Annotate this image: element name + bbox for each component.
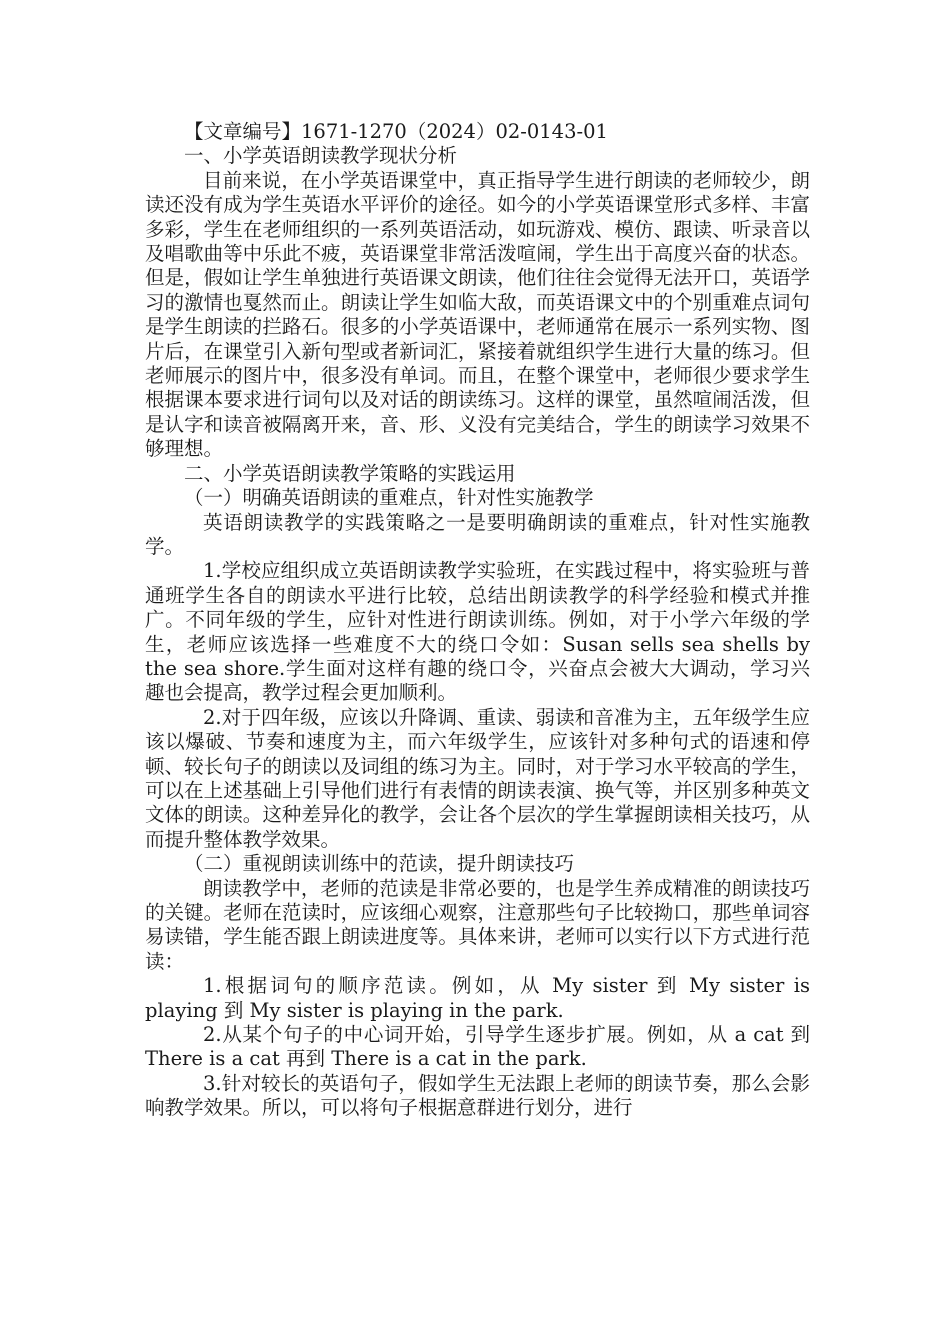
paragraph-method-1: 1.根据词句的顺序范读。例如，从 My sister 到 My sister is playing 到 My sister is playing in the park. (145, 974, 810, 1022)
section-heading-2: 二、小学英语朗读教学策略的实践运用 (184, 461, 516, 485)
paragraph-model-reading: 朗读教学中，老师的范读是非常必要的，也是学生养成精准的朗读技巧的关键。老师在范读时，应该细心观察，注意那些句子比较拗口，那些单词容易读错，学生能否跟上朗读进度等。具体来讲，老师可以实行以下方式进行范读： (145, 876, 810, 973)
paragraph-method-3: 3.针对较长的英语句子，假如学生无法跟上老师的朗读节奏，那么会影响教学效果。所以，可以将句子根据意群进行划分，进行 (145, 1071, 810, 1120)
article-number: 【文章编号】1671-1270（2024）02-0143-01 (184, 120, 608, 143)
paragraph-point-2: 2.对于四年级，应该以升降调、重读、弱读和音准为主，五年级学生应该以爆破、节奏和速度为主，而六年级学生，应该针对多种句式的语速和停顿、较长句子的朗读以及词组的练习为主。同时，对于学习水平较高的学生，可以在上述基础上引导他们进行有表情的朗读表演、换气等，并区别多种英文文体的朗读。这种差异化的教学，会让各个层次的学生掌握朗读相关技巧，从而提升整体教学效果。 (145, 705, 810, 851)
subsection-heading-2: （二）重视朗读训练中的范读，提升朗读技巧 (184, 852, 575, 876)
subsection-heading-1: （一）明确英语朗读的重难点，针对性实施教学 (184, 486, 594, 510)
paragraph-strategy-intro: 英语朗读教学的实践策略之一是要明确朗读的重难点，针对性实施教学。 (145, 510, 810, 558)
section-heading-1: 一、小学英语朗读教学现状分析 (184, 144, 458, 168)
paragraph-status-analysis: 目前来说，在小学英语课堂中，真正指导学生进行朗读的老师较少，朗读还没有成为学生英语水平评价的途径。如今的小学英语课堂形式多样、丰富多彩，学生在老师组织的一系列英语活动，如玩游戏、模仿、跟读、听录音以及唱歌曲等中乐此不疲，英语课堂非常活泼喧闹，学生出于高度兴奋的状态。但是，假如让学生单独进行英语课文朗读，他们往往会觉得无法开口，英语学习的激情也戛然而止。朗读让学生如临大敌，而英语课文中的个别重难点词句是学生朗读的拦路石。很多的小学英语课中，老师通常在展示一系列实物、图片后，在课堂引入新句型或者新词汇，紧接着就组织学生进行大量的练习。但老师展示的图片中，很多没有单词。而且，在整个课堂中，老师很少要求学生根据课本要求进行词句以及对话的朗读练习。这样的课堂，虽然喧闹活泼，但是认字和读音被隔离开来，音、形、义没有完美结合，学生的朗读学习效果不够理想。 (145, 168, 810, 461)
article-body (145, 120, 810, 1121)
paragraph-method-2: 2.从某个句子的中心词开始，引导学生逐步扩展。例如，从 a cat 到 There is a cat 再到 There is a cat in the park. (145, 1023, 810, 1071)
paragraph-point-1: 1.学校应组织成立英语朗读教学实验班，在实践过程中，将实验班与普通班学生各自的朗读水平进行比较，总结出朗读教学的科学经验和模式并推广。不同年级的学生，应针对性进行朗读训练。例如，对于小学六年级的学生，老师应该选择一些难度不大的绕口令如：Susan sells sea shells by the sea shore.学生面对这样有趣的绕口令，兴奋点会被大大调动，学习兴趣也会提高，教学过程会更加顺利。 (145, 559, 810, 705)
